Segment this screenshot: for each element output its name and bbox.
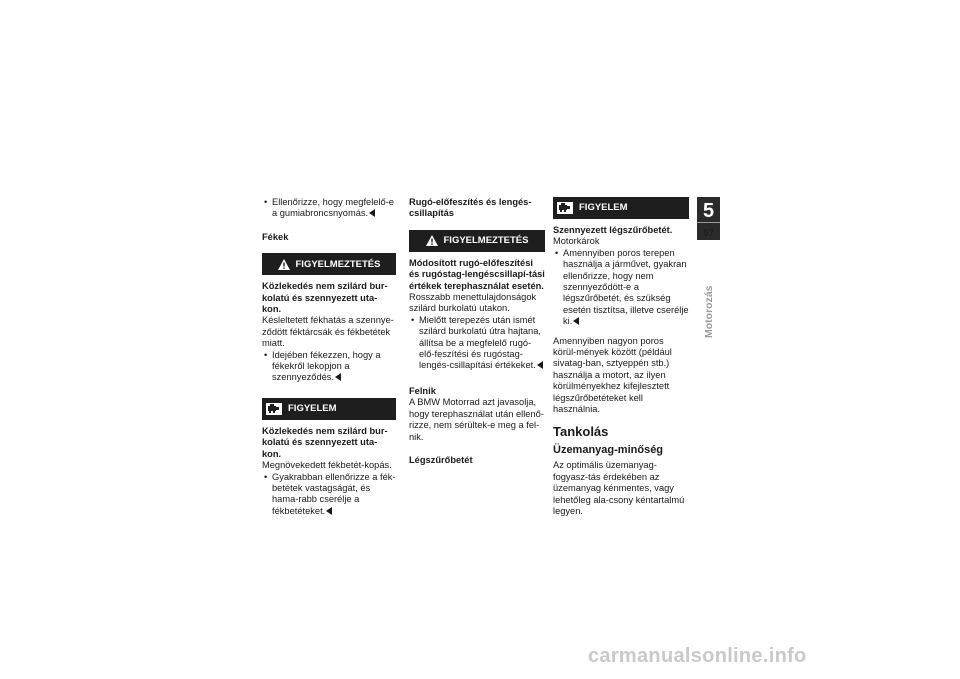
- bullet-text: Ellenőrizze, hogy megfelelő-e a gumiabroncsnyomás.: [272, 197, 394, 219]
- column-1: [262, 197, 396, 517]
- motorcycle-damage-icon: [266, 403, 282, 415]
- attention-label: FIGYELEM: [288, 403, 337, 415]
- bullet-text: Gyakrabban ellenőrizze a fék-betétek vastagságát, és hama-rabb cserélje a fékbetéteket.: [272, 471, 396, 516]
- chapter-number: 5: [702, 200, 715, 222]
- warning-bullet: [409, 315, 545, 372]
- warning-triangle-icon: [278, 259, 290, 270]
- warning-triangle-icon: [426, 235, 438, 246]
- bullet-text: Amennyiben poros terepen használja a járművet, gyakran ellenőrizze, hogy nem szennyeződött-e a légszűrőbetét, és szükség esetén tisztítsa, illetve cserélje ki.: [563, 247, 689, 327]
- warning-title: Módosított rugó-előfeszítési és rugóstag-lengéscsillapí-tási értékek terephasználat esetén.: [409, 257, 545, 291]
- attention-bar: [262, 398, 396, 420]
- end-mark-icon: [326, 507, 332, 515]
- attention-text: Motorkárok: [553, 236, 600, 247]
- warning-text: Késleltetett fékhatás a szennye-ződött féktárcsák és fékbetétek miatt.: [262, 315, 394, 349]
- watermark: carmanualsonline.info: [588, 645, 807, 667]
- warning-bar: [409, 230, 545, 252]
- end-mark-icon: [537, 361, 543, 369]
- section-side-label: Motorozás: [703, 285, 715, 338]
- end-mark-icon: [573, 317, 579, 325]
- attention-bar: [553, 197, 689, 219]
- subheading-fuel-quality: Üzemanyag-minőség: [553, 443, 664, 456]
- column-2: [409, 197, 545, 466]
- motorcycle-damage-icon: [557, 202, 573, 214]
- warning-text: Rosszabb menettulajdonságok szilárd burkolatú utakon.: [409, 292, 537, 314]
- warning-bullet: [262, 350, 396, 384]
- attention-label: FIGYELEM: [579, 202, 628, 214]
- page-number: 97: [703, 228, 714, 239]
- dusty-conditions-text: Amennyiben nagyon poros körül-mények között (például sivatag-ban, sztyeppén stb.) használja a motort, az ilyen körülményekhez kifejlesztett légszűrőbetéteket kell használnia.: [553, 335, 672, 415]
- attention-text: Megnövekedett fékbetét-kopás.: [262, 460, 392, 471]
- warning-title: Közlekedés nem szilárd bur-kolatú és szennyezett uta-kon.: [262, 281, 388, 315]
- section-heading-refuelling: Tankolás: [553, 423, 609, 439]
- column-3: [553, 197, 689, 517]
- attention-bullet: [553, 248, 689, 328]
- attention-title: Szennyezett légszűrőbetét.: [553, 225, 673, 235]
- warning-label: FIGYELMEZTETÉS: [443, 235, 529, 247]
- attention-title: Közlekedés nem szilárd bur-kolatú és szennyezett uta-kon.: [262, 425, 388, 459]
- bullet-text: Idejében fékezzen, hogy a fékekről lekopjon a szennyeződés.: [272, 349, 381, 383]
- warning-bar: [262, 253, 396, 275]
- warning-label: FIGYELMEZTETÉS: [295, 258, 381, 270]
- section-heading-air-filter: Légszűrőbetét: [409, 454, 473, 465]
- end-mark-icon: [335, 373, 341, 381]
- rims-text: A BMW Motorrad azt javasolja, hogy terephasználat után ellenő-rizze, nem sérültek-e meg a fel-nik.: [409, 397, 544, 442]
- attention-bullet: [262, 472, 396, 518]
- section-heading-brakes: Fékek: [262, 231, 289, 242]
- tire-pressure-bullet: [262, 197, 396, 220]
- section-heading-suspension: Rugó-előfeszítés és lengés-csillapítás: [409, 197, 532, 219]
- bullet-text: Mielőtt terepezés után ismét szilárd burkolatú útra hajtana, állítsa be a megfelelő rugó-elő-feszítési és rugóstag-lengés-csillapítási értékeket.: [419, 314, 541, 371]
- tab-divider: [697, 222, 720, 223]
- section-heading-rims: Felnik: [409, 385, 436, 396]
- end-mark-icon: [369, 209, 375, 217]
- fuel-quality-text: Az optimális üzemanyag-fogyasz-tás érdekében az üzemanyag kénmentes, vagy lehetőleg ala-csony kéntartalmú legyen.: [553, 460, 685, 516]
